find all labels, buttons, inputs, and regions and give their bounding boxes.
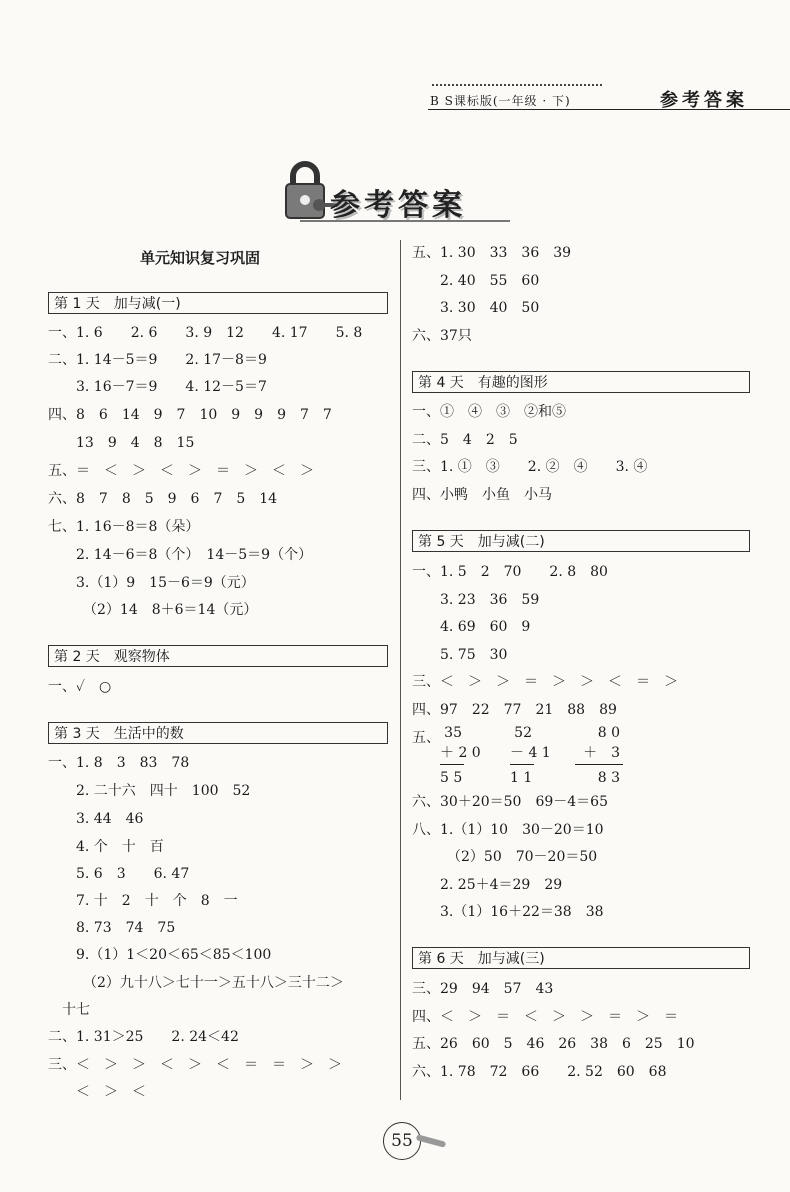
answer-line: 三、＜ ＞ ＞ ＝ ＞ ＞ ＜ ＝ ＞ [412,674,678,690]
page-number: 55 [383,1122,421,1160]
answer-line: 2. 14－6＝8（个） 14－5＝9（个） [48,547,313,563]
answer-line: 四、＜ ＞ ＝ ＜ ＞ ＞ ＝ ＞ ＝ [412,1009,678,1025]
answer-line: 一、① ④ ③ ②和⑤ [412,404,566,420]
answer-line: 3. 23 36 59 [412,592,540,608]
answer-line: 一、1. 5 2 70 2. 8 80 [412,564,608,580]
section-title: 单元知识复习巩固 [140,249,261,267]
answer-line: 四、97 22 77 21 88 89 [412,702,617,718]
day-2-heading: 第 2 天 观察物体 [48,645,388,667]
answer-line: 七、1. 16－8＝8（朵） [48,519,200,535]
answer-line: 二、1. 14－5＝9 2. 17－8＝9 [48,352,267,368]
answer-line: 八、1.（1）10 30－20＝10 [412,822,604,838]
answer-line: 9.（1）1＜20＜65＜85＜100 [48,947,272,963]
header-rule [428,109,790,110]
answer-line: 五、1. 30 33 36 39 [412,245,572,261]
day-3-heading: 第 3 天 生活中的数 [48,722,388,744]
answer-line: 7. 十 2 十 个 8 一 [48,893,238,909]
answer-line: 2. 25＋4＝29 29 [412,877,563,893]
answer-line: 4. 69 60 9 [412,619,531,635]
answer-line: 六、1. 78 72 66 2. 52 60 68 [412,1064,667,1080]
answer-line: 六、30＋20＝50 69－4＝65 [412,794,608,810]
answer-line: 3. 16－7＝9 4. 12－5＝7 [48,379,267,395]
answer-line: （2）14 8＋6＝14（元） [48,602,258,618]
answer-line: 2. 40 55 60 [412,273,540,289]
page-title: 参考答案 [330,188,466,223]
edition-label: B S课标版(一年级 · 下) [430,94,571,108]
vertical-mid: ＋ 2 0 [440,745,481,761]
vertical-rule [510,764,534,765]
answer-line: 3.（1）16＋22＝38 38 [412,904,604,920]
answer-line: 一、1. 6 2. 6 3. 9 12 4. 17 5. 8 [48,325,363,341]
answer-line: （2）九十八＞七十一＞五十八＞三十二＞ [48,975,344,991]
answer-line: 二、5 4 2 5 [412,432,518,448]
vertical-rule [575,764,623,765]
answer-line: 六、37只 [412,328,472,344]
answer-line: 一、✓ ○ [48,679,112,695]
vertical-result: 1 1 [510,770,533,786]
header-title: 参考答案 [660,90,748,111]
answer-line: 13 9 4 8 15 [48,435,195,451]
answer-line: 3. 30 40 50 [412,300,540,316]
day-1-heading: 第 1 天 加与减(一) [48,292,388,314]
answer-line: 一、1. 8 3 83 78 [48,755,190,771]
answer-line: 4. 个 十 百 [48,839,164,855]
vertical-mid: － 4 1 [510,745,551,761]
vertical-mid: ＋ 3 [583,745,620,761]
answer-line: 十七 [48,1002,90,1018]
answer-line: 3.（1）9 15－6＝9（元） [48,575,255,591]
answer-line: ＜ ＞ ＜ [48,1084,146,1100]
answer-line: 五、＝ ＜ ＞ ＜ ＞ ＝ ＞ ＜ ＞ [48,463,314,479]
answer-line: 三、29 94 57 43 [412,981,554,997]
answer-line: （2）50 70－20＝50 [412,849,598,865]
vertical-result: 5 5 [440,770,463,786]
answer-line: 五、26 60 5 46 26 38 6 25 10 [412,1036,695,1052]
vertical-rule [440,764,464,765]
day-5-heading: 第 5 天 加与减(二) [412,530,750,552]
day-6-heading: 第 6 天 加与减(三) [412,947,750,969]
answer-line: 2. 二十六 四十 100 52 [48,783,251,799]
vertical-top: 35 [444,725,462,741]
answer-line: 8. 73 74 75 [48,920,176,936]
answer-line: 三、＜ ＞ ＞ ＜ ＞ ＜ ＝ ＝ ＞ ＞ [48,1057,342,1073]
answer-line: 三、1. ① ③ 2. ② ④ 3. ④ [412,459,648,475]
column-divider [400,240,401,1100]
day-4-heading: 第 4 天 有趣的图形 [412,371,750,393]
answer-line: 二、1. 31＞25 2. 24＜42 [48,1029,239,1045]
vertical-result: 8 3 [597,770,620,786]
vertical-top: 8 0 [597,725,620,741]
answer-line: 5. 75 30 [412,647,508,663]
answer-line: 四、8 6 14 9 7 10 9 9 9 7 7 [48,407,332,423]
answer-line: 五、 [412,730,440,746]
header-dotted-rule [432,84,602,86]
title-underline [300,220,510,222]
answer-line: 5. 6 3 6. 47 [48,866,190,882]
vertical-top: 52 [514,725,532,741]
answer-line: 3. 44 46 [48,811,144,827]
answer-line: 四、小鸭 小鱼 小马 [412,487,552,503]
answer-line: 六、8 7 8 5 9 6 7 5 14 [48,491,278,507]
